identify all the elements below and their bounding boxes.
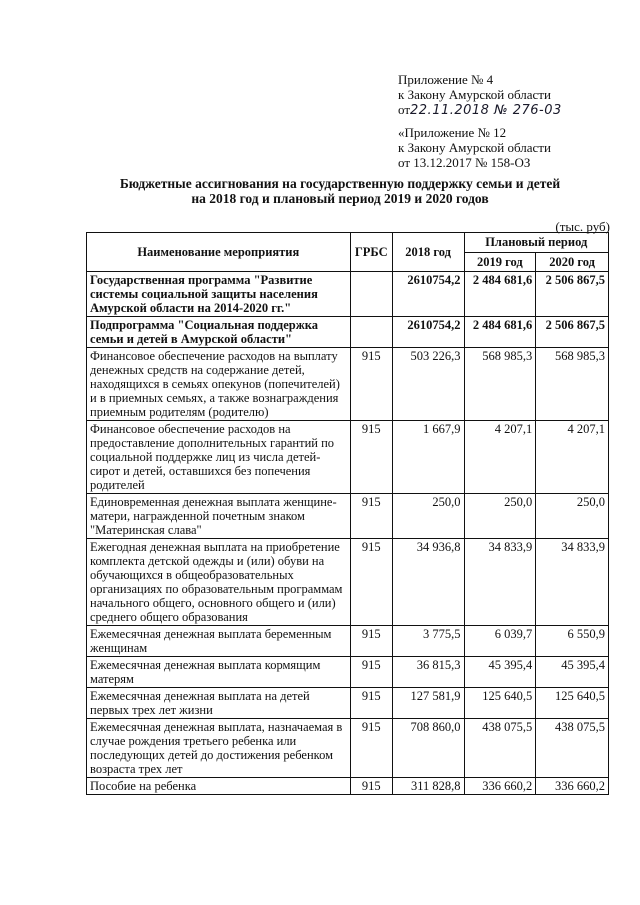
- cell-2018: 250,0: [392, 494, 464, 539]
- header-2020: 2020 год: [536, 252, 609, 272]
- table-row: [87, 317, 609, 348]
- cell-2019: 250,0: [464, 494, 536, 539]
- document-title: [70, 176, 610, 206]
- cell-grbs: 915: [350, 657, 392, 688]
- cell-2019: 34 833,9: [464, 539, 536, 626]
- cell-2019: 2 484 681,6: [464, 317, 536, 348]
- cell-name: Финансовое обеспечение расходов на предоставление дополнительных гарантий по социальной поддержке лиц из числа детей-сирот и детей, оставшихся без попечения родителей: [87, 421, 351, 494]
- cell-2019: 568 985,3: [464, 348, 536, 421]
- annex-prev-date: от 13.12.2017 № 158-ОЗ: [398, 155, 531, 170]
- cell-2020: 125 640,5: [536, 688, 609, 719]
- cell-2018: 503 226,3: [392, 348, 464, 421]
- cell-2020: 250,0: [536, 494, 609, 539]
- header-2019: 2019 год: [464, 252, 536, 272]
- cell-grbs: 915: [350, 421, 392, 494]
- header-grbs: ГРБС: [350, 233, 392, 272]
- cell-grbs: 915: [350, 539, 392, 626]
- cell-2018: 36 815,3: [392, 657, 464, 688]
- cell-name: Государственная программа "Развитие системы социальной защиты населения Амурской области на 2014-2020 гг.": [87, 272, 351, 317]
- cell-2019: 125 640,5: [464, 688, 536, 719]
- cell-2020: 4 207,1: [536, 421, 609, 494]
- cell-name: Пособие на ребенка: [87, 778, 351, 795]
- table-row: [87, 688, 609, 719]
- cell-2018: 3 775,5: [392, 626, 464, 657]
- cell-2020: 2 506 867,5: [536, 272, 609, 317]
- cell-2018: 2610754,2: [392, 272, 464, 317]
- table-row: [87, 494, 609, 539]
- cell-2020: 568 985,3: [536, 348, 609, 421]
- table-row: [87, 778, 609, 795]
- cell-2018: 2610754,2: [392, 317, 464, 348]
- table-row: [87, 539, 609, 626]
- header-name: Наименование мероприятия: [87, 233, 351, 272]
- cell-name: Ежемесячная денежная выплата беременным женщинам: [87, 626, 351, 657]
- annex-prev-number: «Приложение № 12: [398, 125, 507, 140]
- title-line-2: на 2018 год и плановый период 2019 и 2020 годов: [191, 191, 489, 206]
- annex-law: к Закону Амурской области: [398, 87, 551, 102]
- cell-name: Подпрограмма "Социальная поддержка семьи и детей в Амурской области": [87, 317, 351, 348]
- cell-2020: 2 506 867,5: [536, 317, 609, 348]
- cell-2020: 438 075,5: [536, 719, 609, 778]
- table-row: [87, 272, 609, 317]
- annex-header: [398, 72, 562, 118]
- annex-prev-law: к Закону Амурской области: [398, 140, 551, 155]
- cell-2020: 34 833,9: [536, 539, 609, 626]
- cell-2019: 336 660,2: [464, 778, 536, 795]
- annex-prev-header: [398, 125, 551, 170]
- table-row: [87, 348, 609, 421]
- cell-grbs: [350, 317, 392, 348]
- cell-name: Единовременная денежная выплата женщине-матери, награжденной почетным знаком "Материнская слава": [87, 494, 351, 539]
- budget-table: [86, 232, 609, 795]
- cell-grbs: 915: [350, 719, 392, 778]
- cell-grbs: 915: [350, 348, 392, 421]
- cell-2018: 34 936,8: [392, 539, 464, 626]
- cell-grbs: 915: [350, 626, 392, 657]
- cell-name: Ежемесячная денежная выплата кормящим матерям: [87, 657, 351, 688]
- annex-date-line: [398, 102, 562, 118]
- handwritten-date: 22.11.2018 № 276-03: [410, 103, 562, 118]
- cell-2020: 45 395,4: [536, 657, 609, 688]
- cell-name: Финансовое обеспечение расходов на выплату денежных средств на содержание детей, находящихся в семьях опекунов (попечителей) и в приемных семьях, а также вознаграждения приемным родителям (родителю): [87, 348, 351, 421]
- table-row: [87, 657, 609, 688]
- table-body: [87, 272, 609, 795]
- cell-2020: 6 550,9: [536, 626, 609, 657]
- table-row: [87, 626, 609, 657]
- cell-2020: 336 660,2: [536, 778, 609, 795]
- header-planned-period: Плановый период: [464, 233, 609, 253]
- annex-date-prefix: от: [398, 102, 411, 117]
- cell-name: Ежемесячная денежная выплата на детей первых трех лет жизни: [87, 688, 351, 719]
- cell-name: Ежемесячная денежная выплата, назначаемая в случае рождения третьего ребенка или последующих детей до достижения ребенком возраста трех лет: [87, 719, 351, 778]
- cell-2019: 4 207,1: [464, 421, 536, 494]
- header-2018: 2018 год: [392, 233, 464, 272]
- cell-2019: 45 395,4: [464, 657, 536, 688]
- cell-2019: 6 039,7: [464, 626, 536, 657]
- annex-number: Приложение № 4: [398, 72, 494, 87]
- cell-2018: 127 581,9: [392, 688, 464, 719]
- title-line-1: Бюджетные ассигнования на государственную поддержку семьи и детей: [119, 176, 561, 191]
- cell-2018: 1 667,9: [392, 421, 464, 494]
- cell-2019: 2 484 681,6: [464, 272, 536, 317]
- cell-2018: 311 828,8: [392, 778, 464, 795]
- cell-grbs: 915: [350, 494, 392, 539]
- cell-2018: 708 860,0: [392, 719, 464, 778]
- cell-grbs: [350, 272, 392, 317]
- cell-grbs: 915: [350, 688, 392, 719]
- cell-grbs: 915: [350, 778, 392, 795]
- table-row: [87, 719, 609, 778]
- cell-2019: 438 075,5: [464, 719, 536, 778]
- units-label: (тыс. руб): [555, 219, 610, 234]
- cell-name: Ежегодная денежная выплата на приобретение комплекта детской одежды и (или) обуви на обучающихся в общеобразовательных организациях по образовательным программам начального общего, основного общего и (или) среднего общего образования: [87, 539, 351, 626]
- table-row: [87, 421, 609, 494]
